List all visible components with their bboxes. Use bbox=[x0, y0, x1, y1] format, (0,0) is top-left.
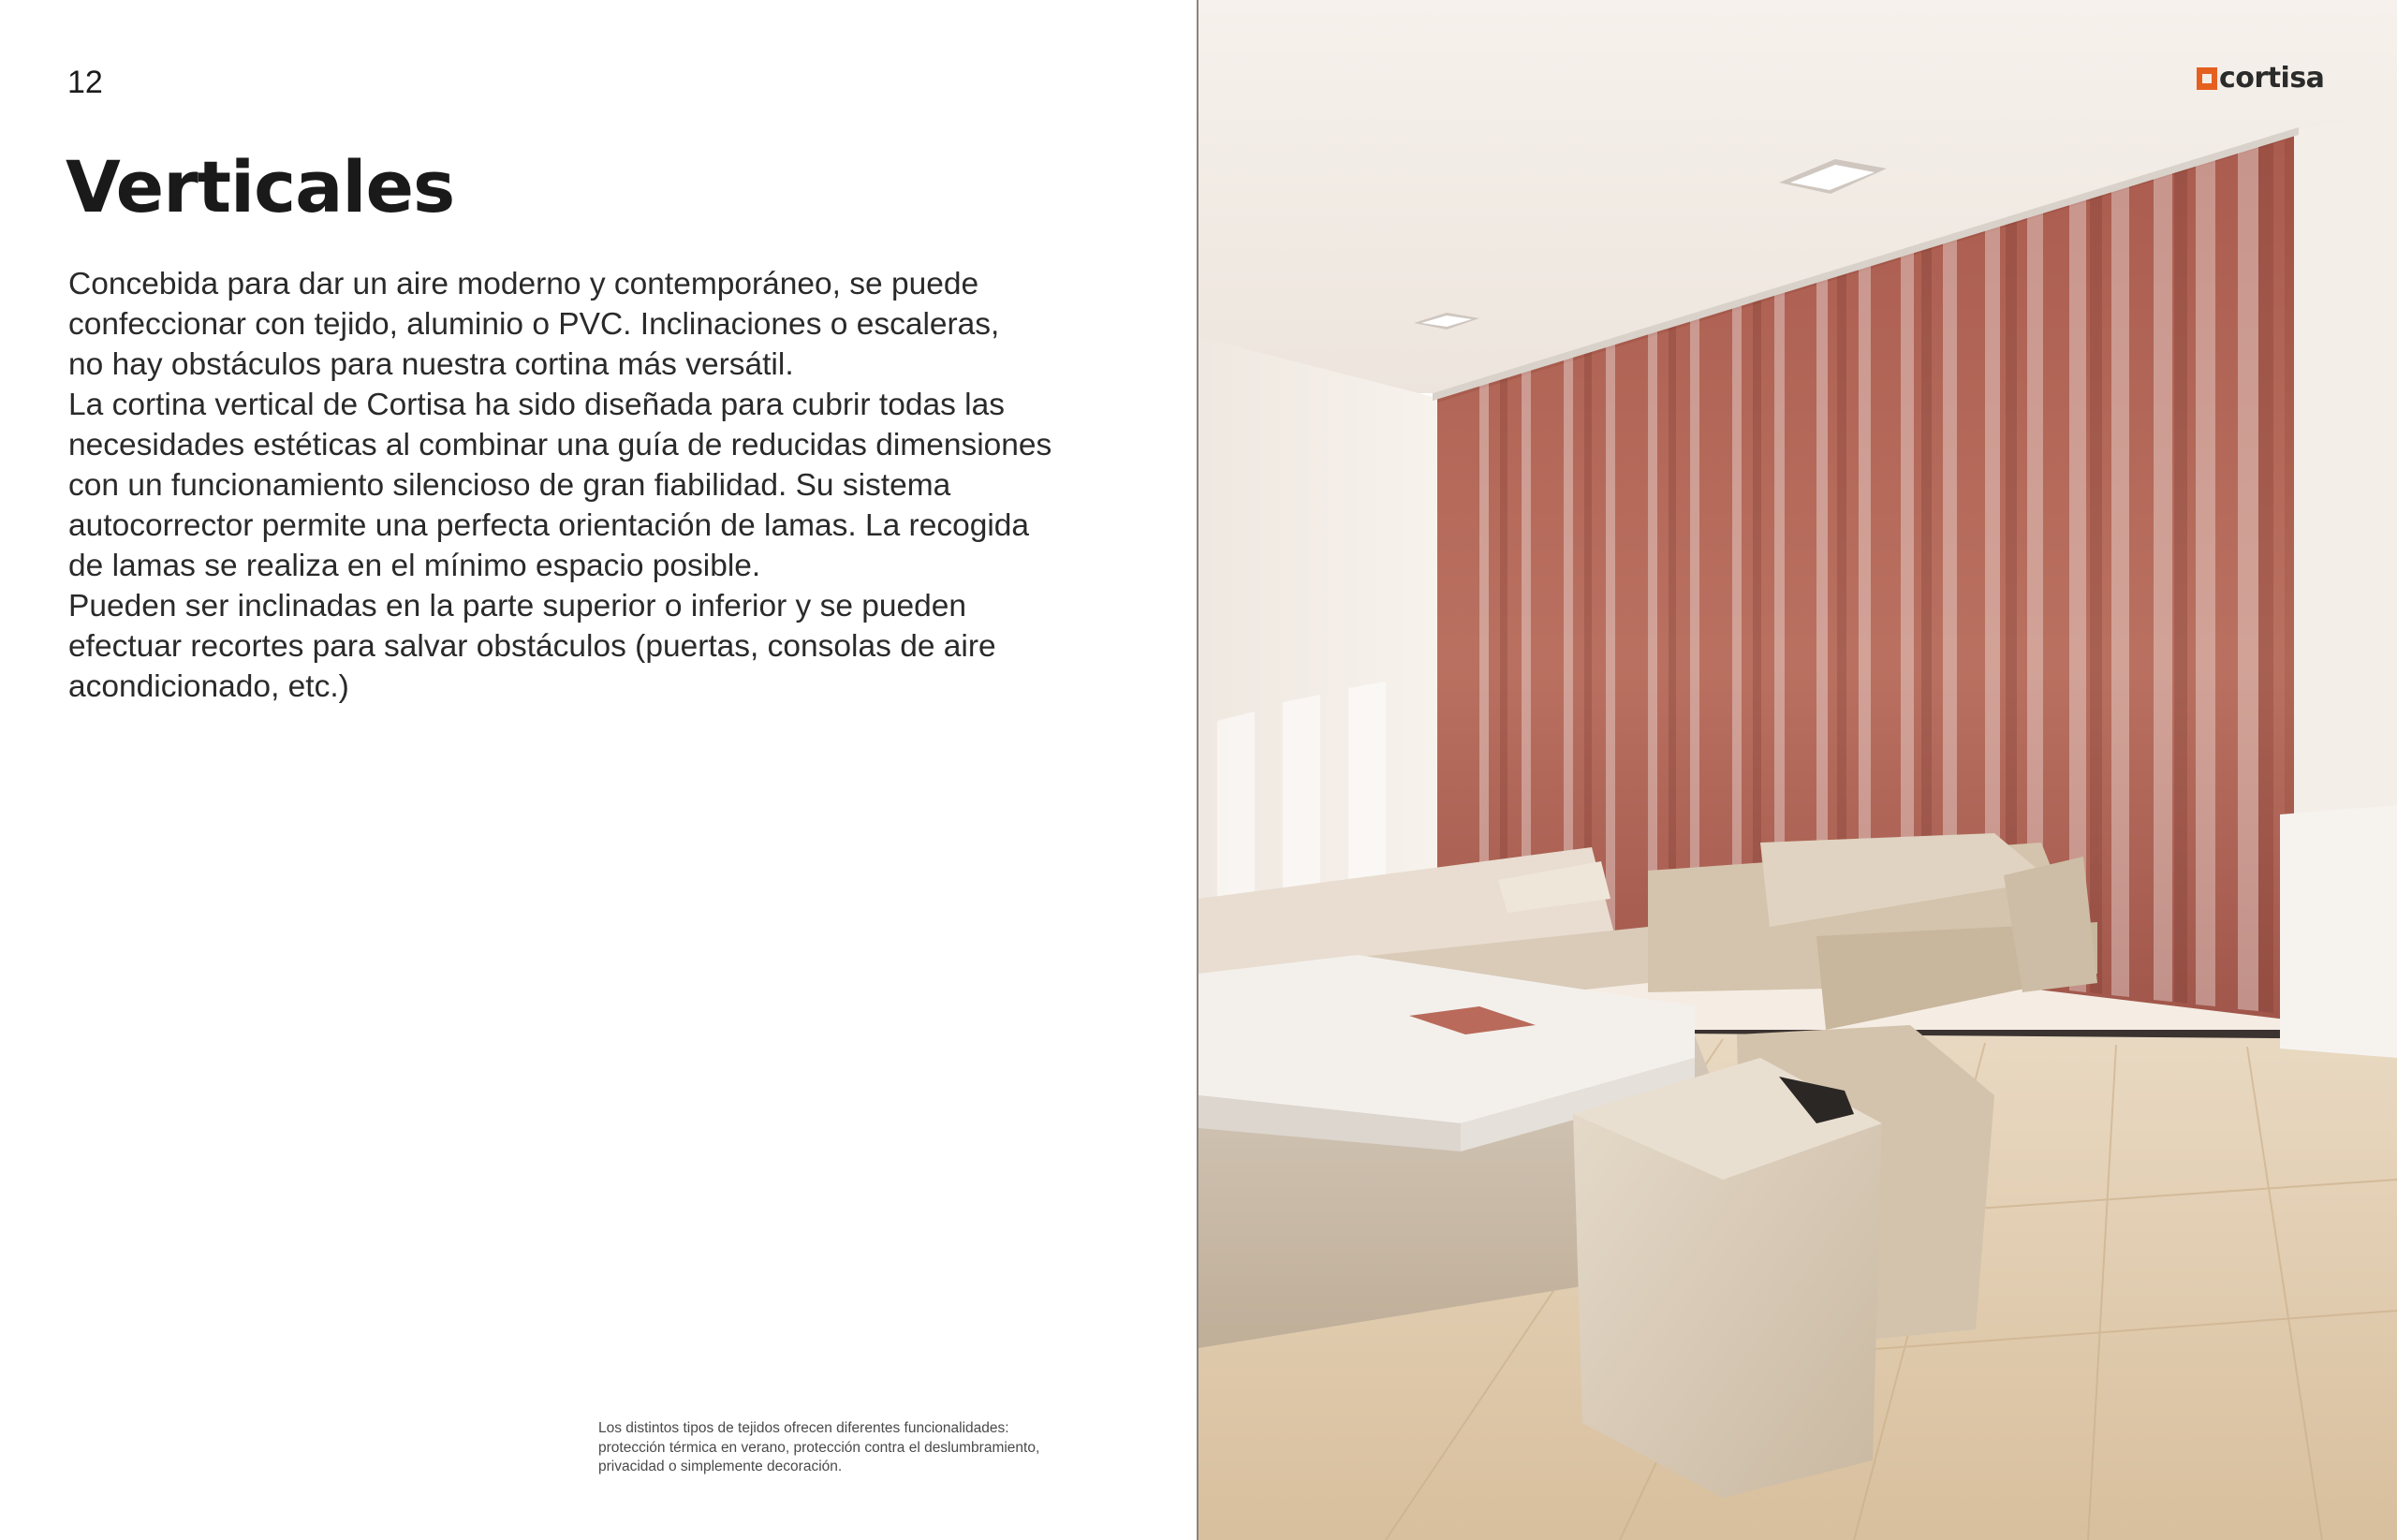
footnote-line: Los distintos tipos de tejidos ofrecen diferentes funcionalidades: bbox=[598, 1420, 1009, 1436]
body-line: autocorrector permite una perfecta orientación de lamas. La recogida bbox=[68, 508, 1030, 543]
body-text bbox=[68, 264, 1192, 707]
body-line: no hay obstáculos para nuestra cortina más versátil. bbox=[68, 347, 794, 382]
body-line: Concebida para dar un aire moderno y contemporáneo, se puede bbox=[68, 267, 979, 301]
cortisa-logo-icon bbox=[2197, 67, 2217, 90]
living-room-photo bbox=[1198, 0, 2397, 1540]
logo-text: cortisa bbox=[2219, 62, 2325, 95]
left-page bbox=[0, 0, 1197, 1540]
footnote-line: protección térmica en verano, protección contra el deslumbramiento, bbox=[598, 1439, 1040, 1456]
footnote bbox=[598, 1419, 1160, 1477]
body-line: Pueden ser inclinadas en la parte superior o inferior y se pueden bbox=[68, 589, 967, 623]
body-line: con un funcionamiento silencioso de gran fiabilidad. Su sistema bbox=[68, 468, 951, 503]
body-line: de lamas se realiza en el mínimo espacio posible. bbox=[68, 549, 761, 583]
page-title: Verticales bbox=[66, 145, 455, 228]
body-line: necesidades estéticas al combinar una guía de reducidas dimensiones bbox=[68, 428, 1052, 462]
body-line: efectuar recortes para salvar obstáculos (puertas, consolas de aire bbox=[68, 629, 996, 664]
body-line: acondicionado, etc.) bbox=[68, 669, 349, 704]
page-number: 12 bbox=[67, 65, 103, 100]
body-line: La cortina vertical de Cortisa ha sido diseñada para cubrir todas las bbox=[68, 388, 1005, 422]
cabinet bbox=[2280, 805, 2397, 1058]
body-line: confeccionar con tejido, aluminio o PVC. Inclinaciones o escaleras, bbox=[68, 307, 1000, 342]
footnote-line: privacidad o simplemente decoración. bbox=[598, 1459, 843, 1474]
cortisa-logo bbox=[2197, 62, 2324, 95]
